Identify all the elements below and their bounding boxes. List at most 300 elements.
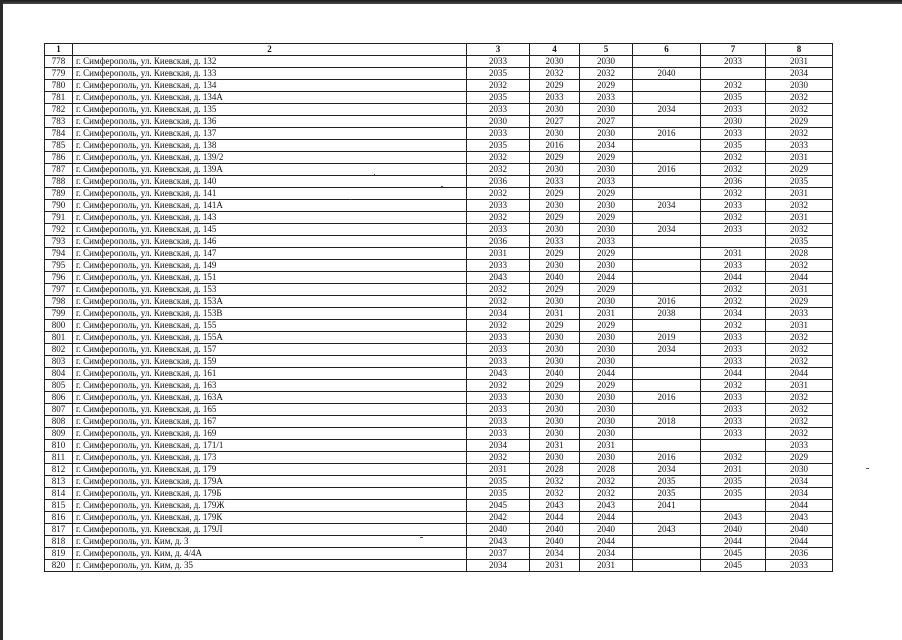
year-col-3-cell: 2035 [467,488,530,500]
year-col-5-cell: 2030 [580,296,633,308]
row-number-cell: 783 [45,116,73,128]
table-row [45,248,833,260]
row-number-cell: 816 [45,512,73,524]
year-col-3-cell: 2035 [467,92,530,104]
year-col-7-cell: 2045 [701,560,766,572]
year-col-5-cell: 2028 [580,464,633,476]
year-col-5-cell: 2027 [580,116,633,128]
year-col-3-cell: 2032 [467,80,530,92]
year-col-3-cell: 2032 [467,164,530,176]
year-col-4-cell: 2030 [530,200,580,212]
row-number-cell: 811 [45,452,73,464]
year-col-4-cell: 2029 [530,152,580,164]
year-col-3-cell: 2032 [467,284,530,296]
row-number-cell: 800 [45,320,73,332]
year-col-4-cell: 2030 [530,260,580,272]
table-row [45,152,833,164]
year-col-6-cell: 2035 [633,488,701,500]
year-col-3-cell: 2034 [467,308,530,320]
row-number-cell: 787 [45,164,73,176]
year-col-6-cell [633,428,701,440]
year-col-3-cell: 2045 [467,500,530,512]
year-col-3-cell: 2035 [467,140,530,152]
year-col-6-cell: 2034 [633,464,701,476]
address-cell: г. Симферополь, ул. Киевская, д. 153А [73,296,467,308]
address-cell: г. Симферополь, ул. Киевская, д. 159 [73,356,467,368]
address-cell: г. Симферополь, ул. Киевская, д. 179Б [73,488,467,500]
year-col-6-cell: 2034 [633,224,701,236]
year-col-6-cell: 2035 [633,476,701,488]
row-number-cell: 805 [45,380,73,392]
table-row [45,212,833,224]
address-cell: г. Симферополь, ул. Киевская, д. 141А [73,200,467,212]
row-number-cell: 801 [45,332,73,344]
table-row [45,284,833,296]
year-col-6-cell [633,92,701,104]
year-col-4-cell: 2029 [530,284,580,296]
address-cell: г. Симферополь, ул. Киевская, д. 140 [73,176,467,188]
address-cell: г. Симферополь, ул. Киевская, д. 163 [73,380,467,392]
col-header-6: 6 [633,44,701,56]
year-col-3-cell: 2036 [467,236,530,248]
year-col-8-cell: 2031 [766,320,833,332]
row-number-cell: 807 [45,404,73,416]
year-col-3-cell: 2043 [467,536,530,548]
year-col-4-cell: 2040 [530,368,580,380]
year-col-5-cell: 2044 [580,512,633,524]
year-col-8-cell: 2034 [766,68,833,80]
address-cell: г. Симферополь, ул. Киевская, д. 179 [73,464,467,476]
address-cell: г. Симферополь, ул. Киевская, д. 132 [73,56,467,68]
year-col-5-cell: 2030 [580,260,633,272]
year-col-6-cell [633,188,701,200]
year-col-6-cell: 2016 [633,452,701,464]
address-cell: г. Симферополь, ул. Киевская, д. 147 [73,248,467,260]
address-cell: г. Симферополь, ул. Киевская, д. 135 [73,104,467,116]
col-header-3: 3 [467,44,530,56]
row-number-cell: 820 [45,560,73,572]
year-col-4-cell: 2030 [530,416,580,428]
address-cell: г. Симферополь, ул. Киевская, д. 179Л [73,524,467,536]
year-col-3-cell: 2033 [467,128,530,140]
year-col-7-cell: 2032 [701,296,766,308]
year-col-6-cell [633,212,701,224]
year-col-6-cell [633,356,701,368]
year-col-6-cell [633,404,701,416]
year-col-7-cell: 2033 [701,428,766,440]
row-number-cell: 797 [45,284,73,296]
year-col-7-cell: 2043 [701,512,766,524]
year-col-6-cell [633,56,701,68]
year-col-5-cell: 2031 [580,308,633,320]
table-row [45,536,833,548]
year-col-8-cell: 2032 [766,416,833,428]
year-col-8-cell: 2036 [766,548,833,560]
year-col-6-cell: 2016 [633,296,701,308]
year-col-4-cell: 2030 [530,104,580,116]
year-col-8-cell: 2031 [766,212,833,224]
address-cell: г. Симферополь, ул. Киевская, д. 167 [73,416,467,428]
year-col-7-cell: 2032 [701,212,766,224]
year-col-5-cell: 2030 [580,416,633,428]
year-col-7-cell [701,68,766,80]
year-col-8-cell: 2033 [766,560,833,572]
year-col-7-cell: 2033 [701,56,766,68]
row-number-cell: 794 [45,248,73,260]
year-col-3-cell: 2035 [467,68,530,80]
row-number-cell: 796 [45,272,73,284]
year-col-3-cell: 2033 [467,104,530,116]
table-row [45,368,833,380]
year-col-8-cell: 2044 [766,536,833,548]
year-col-6-cell [633,272,701,284]
year-col-6-cell [633,548,701,560]
schedule-table [44,43,833,572]
row-number-cell: 804 [45,368,73,380]
year-col-6-cell [633,248,701,260]
year-col-3-cell: 2036 [467,176,530,188]
address-cell: г. Симферополь, ул. Ким, д. 4/4А [73,548,467,560]
year-col-4-cell: 2030 [530,344,580,356]
table-row [45,488,833,500]
address-cell: г. Симферополь, ул. Киевская, д. 139А [73,164,467,176]
year-col-7-cell: 2033 [701,356,766,368]
col-header-2: 2 [73,44,467,56]
col-header-7: 7 [701,44,766,56]
year-col-4-cell: 2031 [530,440,580,452]
table-row [45,56,833,68]
address-cell: г. Симферополь, ул. Киевская, д. 139/2 [73,152,467,164]
table-row [45,188,833,200]
year-col-3-cell: 2033 [467,416,530,428]
year-col-8-cell: 2044 [766,500,833,512]
year-col-5-cell: 2029 [580,188,633,200]
year-col-7-cell: 2030 [701,116,766,128]
year-col-4-cell: 2030 [530,332,580,344]
year-col-4-cell: 2032 [530,488,580,500]
address-cell: г. Симферополь, ул. Киевская, д. 179Ж [73,500,467,512]
year-col-4-cell: 2030 [530,428,580,440]
row-number-cell: 798 [45,296,73,308]
year-col-5-cell: 2032 [580,68,633,80]
year-col-5-cell: 2030 [580,428,633,440]
year-col-4-cell: 2029 [530,248,580,260]
col-header-8: 8 [766,44,833,56]
address-cell: г. Симферополь, ул. Ким, д. 3 [73,536,467,548]
year-col-8-cell: 2034 [766,476,833,488]
year-col-4-cell: 2033 [530,176,580,188]
row-number-cell: 808 [45,416,73,428]
table-row [45,320,833,332]
year-col-6-cell [633,440,701,452]
year-col-8-cell: 2033 [766,140,833,152]
year-col-6-cell [633,560,701,572]
year-col-5-cell: 2029 [580,320,633,332]
year-col-3-cell: 2033 [467,356,530,368]
year-col-3-cell: 2032 [467,452,530,464]
year-col-8-cell: 2040 [766,524,833,536]
year-col-4-cell: 2040 [530,272,580,284]
year-col-8-cell: 2030 [766,464,833,476]
address-cell: г. Симферополь, ул. Киевская, д. 169 [73,428,467,440]
year-col-6-cell: 2034 [633,200,701,212]
col-header-5: 5 [580,44,633,56]
row-number-cell: 817 [45,524,73,536]
year-col-6-cell [633,536,701,548]
year-col-5-cell: 2033 [580,176,633,188]
row-number-cell: 802 [45,344,73,356]
year-col-4-cell: 2033 [530,236,580,248]
year-col-5-cell: 2044 [580,536,633,548]
year-col-4-cell: 2030 [530,56,580,68]
table-row [45,200,833,212]
table-row [45,404,833,416]
year-col-8-cell: 2032 [766,92,833,104]
table-row [45,452,833,464]
row-number-cell: 781 [45,92,73,104]
address-cell: г. Симферополь, ул. Киевская, д. 134 [73,80,467,92]
row-number-cell: 785 [45,140,73,152]
table-row [45,80,833,92]
year-col-4-cell: 2033 [530,92,580,104]
year-col-8-cell: 2030 [766,80,833,92]
year-col-7-cell: 2033 [701,200,766,212]
year-col-3-cell: 2040 [467,524,530,536]
table-row [45,524,833,536]
year-col-8-cell: 2033 [766,308,833,320]
year-col-4-cell: 2029 [530,380,580,392]
year-col-4-cell: 2029 [530,188,580,200]
address-cell: г. Симферополь, ул. Киевская, д. 134А [73,92,467,104]
col-header-4: 4 [530,44,580,56]
year-col-3-cell: 2033 [467,392,530,404]
scan-speck [866,468,869,469]
year-col-4-cell: 2043 [530,500,580,512]
year-col-7-cell: 2033 [701,224,766,236]
year-col-4-cell: 2032 [530,476,580,488]
year-col-7-cell: 2040 [701,524,766,536]
year-col-8-cell: 2029 [766,116,833,128]
address-cell: г. Симферополь, ул. Киевская, д. 153 [73,284,467,296]
year-col-7-cell: 2033 [701,404,766,416]
year-col-3-cell: 2031 [467,464,530,476]
year-col-5-cell: 2034 [580,548,633,560]
address-cell: г. Симферополь, ул. Ким, д. 35 [73,560,467,572]
year-col-4-cell: 2040 [530,536,580,548]
year-col-7-cell: 2036 [701,176,766,188]
year-col-5-cell: 2030 [580,344,633,356]
address-cell: г. Симферополь, ул. Киевская, д. 179К [73,512,467,524]
year-col-7-cell: 2032 [701,164,766,176]
year-col-3-cell: 2033 [467,428,530,440]
year-col-3-cell: 2034 [467,440,530,452]
year-col-4-cell: 2034 [530,548,580,560]
year-col-7-cell: 2034 [701,308,766,320]
table-row [45,176,833,188]
row-number-cell: 809 [45,428,73,440]
year-col-6-cell: 2040 [633,68,701,80]
year-col-8-cell: 2032 [766,356,833,368]
year-col-5-cell: 2030 [580,332,633,344]
year-col-8-cell: 2029 [766,296,833,308]
year-col-5-cell: 2044 [580,272,633,284]
year-col-4-cell: 2030 [530,224,580,236]
address-cell: г. Симферополь, ул. Киевская, д. 165 [73,404,467,416]
table-row [45,140,833,152]
year-col-8-cell: 2032 [766,260,833,272]
row-number-cell: 784 [45,128,73,140]
year-col-6-cell: 2018 [633,416,701,428]
year-col-5-cell: 2031 [580,560,633,572]
year-col-3-cell: 2030 [467,116,530,128]
year-col-4-cell: 2030 [530,452,580,464]
year-col-6-cell [633,260,701,272]
year-col-3-cell: 2033 [467,260,530,272]
year-col-8-cell: 2032 [766,404,833,416]
year-col-7-cell: 2032 [701,380,766,392]
year-col-7-cell: 2031 [701,464,766,476]
year-col-3-cell: 2033 [467,344,530,356]
year-col-4-cell: 2030 [530,392,580,404]
year-col-5-cell: 2030 [580,224,633,236]
year-col-7-cell: 2035 [701,476,766,488]
year-col-7-cell: 2033 [701,416,766,428]
year-col-7-cell: 2045 [701,548,766,560]
row-number-cell: 799 [45,308,73,320]
year-col-8-cell: 2031 [766,284,833,296]
year-col-6-cell [633,176,701,188]
year-col-6-cell: 2034 [633,104,701,116]
row-number-cell: 815 [45,500,73,512]
table-row [45,476,833,488]
year-col-3-cell: 2032 [467,152,530,164]
year-col-6-cell: 2016 [633,128,701,140]
year-col-3-cell: 2032 [467,296,530,308]
year-col-7-cell [701,440,766,452]
year-col-3-cell: 2031 [467,248,530,260]
address-cell: г. Симферополь, ул. Киевская, д. 133 [73,68,467,80]
row-number-cell: 803 [45,356,73,368]
row-number-cell: 786 [45,152,73,164]
row-number-cell: 819 [45,548,73,560]
address-cell: г. Симферополь, ул. Киевская, д. 138 [73,140,467,152]
address-cell: г. Симферополь, ул. Киевская, д. 163А [73,392,467,404]
row-number-cell: 791 [45,212,73,224]
row-number-cell: 810 [45,440,73,452]
table-row [45,116,833,128]
address-cell: г. Симферополь, ул. Киевская, д. 173 [73,452,467,464]
year-col-8-cell: 2031 [766,380,833,392]
year-col-5-cell: 2029 [580,380,633,392]
scan-speck [420,537,423,538]
row-number-cell: 789 [45,188,73,200]
table-row [45,236,833,248]
table-row [45,560,833,572]
year-col-8-cell: 2032 [766,332,833,344]
scan-shadow-top [0,0,902,4]
year-col-4-cell: 2030 [530,404,580,416]
year-col-7-cell: 2033 [701,104,766,116]
year-col-6-cell [633,380,701,392]
row-number-cell: 806 [45,392,73,404]
year-col-5-cell: 2030 [580,452,633,464]
table-row [45,164,833,176]
row-number-cell: 780 [45,80,73,92]
table-row [45,68,833,80]
year-col-5-cell: 2029 [580,212,633,224]
col-header-1: 1 [45,44,73,56]
year-col-3-cell: 2037 [467,548,530,560]
year-col-3-cell: 2033 [467,224,530,236]
row-number-cell: 818 [45,536,73,548]
year-col-4-cell: 2029 [530,320,580,332]
year-col-8-cell: 2032 [766,344,833,356]
row-number-cell: 795 [45,260,73,272]
year-col-8-cell: 2031 [766,188,833,200]
year-col-7-cell: 2035 [701,140,766,152]
row-number-cell: 793 [45,236,73,248]
year-col-8-cell: 2044 [766,368,833,380]
year-col-7-cell: 2032 [701,452,766,464]
address-cell: г. Симферополь, ул. Киевская, д. 155А [73,332,467,344]
year-col-4-cell: 2029 [530,80,580,92]
table-row [45,128,833,140]
year-col-5-cell: 2034 [580,140,633,152]
year-col-3-cell: 2032 [467,380,530,392]
year-col-8-cell: 2029 [766,452,833,464]
year-col-7-cell: 2032 [701,320,766,332]
table-row [45,416,833,428]
year-col-6-cell [633,80,701,92]
year-col-8-cell: 2031 [766,56,833,68]
year-col-3-cell: 2033 [467,332,530,344]
year-col-4-cell: 2030 [530,128,580,140]
year-col-4-cell: 2027 [530,116,580,128]
year-col-8-cell: 2032 [766,200,833,212]
table-row [45,308,833,320]
address-cell: г. Симферополь, ул. Киевская, д. 149 [73,260,467,272]
year-col-8-cell: 2044 [766,272,833,284]
year-col-7-cell: 2032 [701,152,766,164]
year-col-6-cell: 2034 [633,344,701,356]
year-col-5-cell: 2033 [580,236,633,248]
year-col-3-cell: 2032 [467,320,530,332]
year-col-7-cell: 2044 [701,272,766,284]
year-col-5-cell: 2030 [580,56,633,68]
year-col-3-cell: 2032 [467,212,530,224]
year-col-6-cell [633,368,701,380]
year-col-8-cell: 2032 [766,224,833,236]
row-number-cell: 788 [45,176,73,188]
year-col-8-cell: 2032 [766,128,833,140]
year-col-8-cell: 2043 [766,512,833,524]
year-col-5-cell: 2030 [580,164,633,176]
table-row [45,344,833,356]
row-number-cell: 813 [45,476,73,488]
year-col-4-cell: 2031 [530,560,580,572]
year-col-4-cell: 2030 [530,296,580,308]
row-number-cell: 814 [45,488,73,500]
scan-speck [374,174,375,175]
table-row [45,272,833,284]
year-col-3-cell: 2033 [467,200,530,212]
year-col-4-cell: 2016 [530,140,580,152]
table-row [45,512,833,524]
year-col-6-cell: 2019 [633,332,701,344]
year-col-3-cell: 2042 [467,512,530,524]
year-col-8-cell: 2031 [766,152,833,164]
header-row [45,44,833,56]
